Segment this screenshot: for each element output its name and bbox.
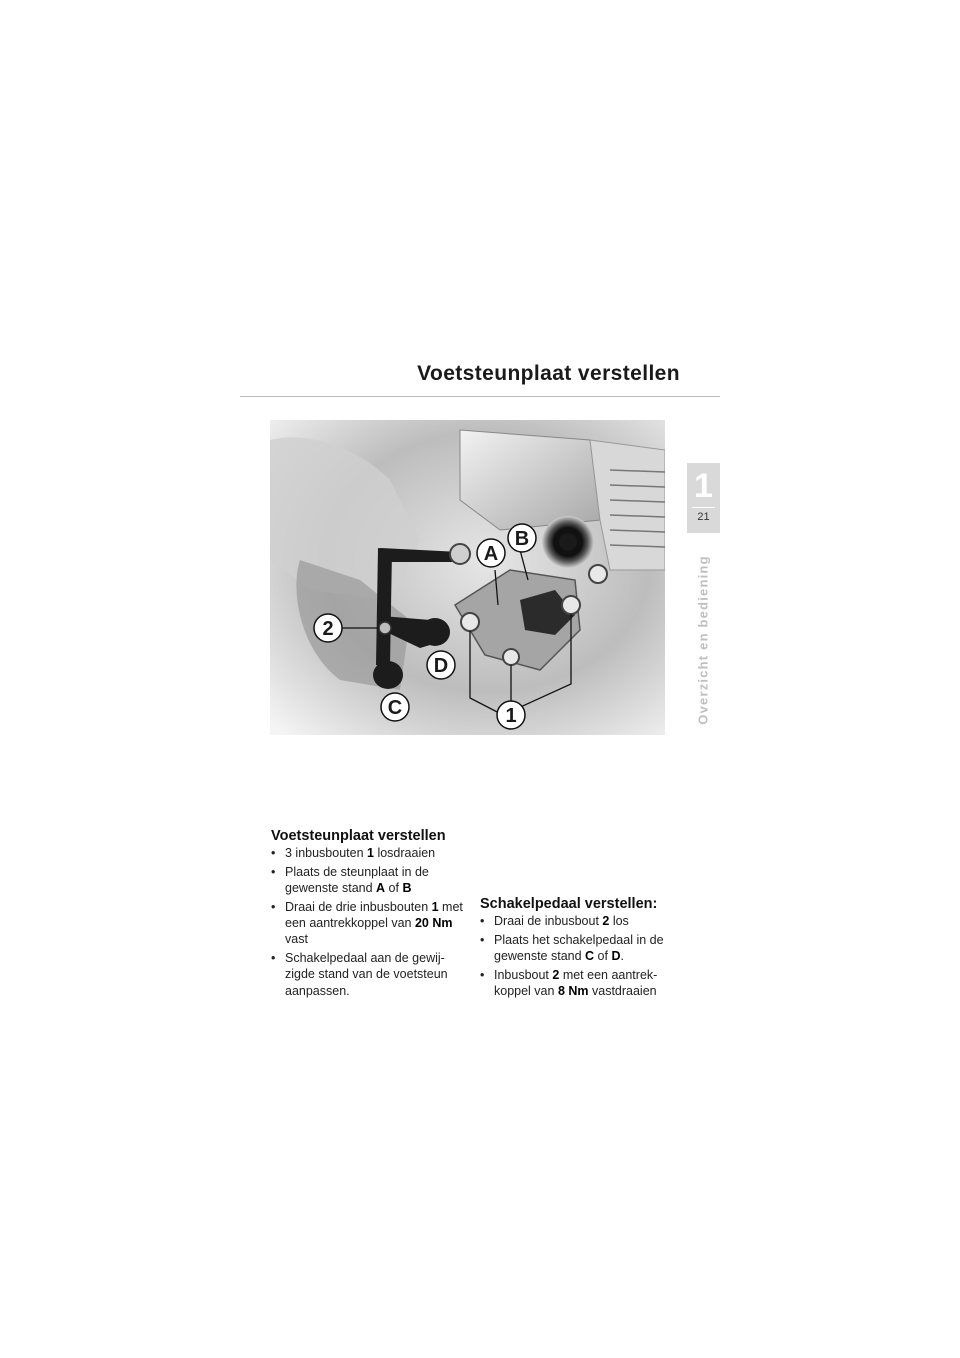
shift-instructions [480,896,690,1001]
chapter-tab [687,463,720,533]
marker-a [477,539,505,567]
shift-step: • Plaats het schakelpedaal in de gewenste stand C of D. [480,932,690,965]
bolt-upper [589,565,607,583]
footrest-steps [271,845,471,999]
shift-steps [480,913,690,999]
marker-c [381,693,409,721]
shift-step: • Inbusbout 2 met een aantrek-koppel van 8 Nm vastdraaien [480,967,690,1000]
bolt-1b [503,649,519,665]
marker-2 [314,614,342,642]
footrest-instructions [271,828,471,1001]
marker-d [427,651,455,679]
footrest-step: • Plaats de steunplaat in de gewenste stand A of B [271,864,471,897]
svg-text:A: A [483,543,499,565]
svg-text:B: B [514,528,530,550]
svg-text:1: 1 [505,705,517,727]
shift-lever-arm [376,548,392,665]
tab-divider [692,507,715,508]
position-d-peg [420,618,450,646]
marker-b [508,524,536,552]
bolt-1a [461,613,479,631]
page-number: 21 [697,511,710,523]
chapter-number: 1 [694,467,713,505]
engine-cover [460,430,600,530]
svg-text:2: 2 [322,618,334,640]
title-divider [240,396,720,397]
shift-pivot [450,544,470,564]
page-title: Voetsteunplaat verstellen [417,362,680,385]
footrest-photo [270,420,665,735]
svg-text:C: C [387,697,403,719]
footrest-step: • 3 inbusbouten 1 losdraaien [271,845,471,861]
footrest-step: • Schakelpedaal aan de gewij-zigde stand van de voetsteun aanpassen. [271,950,471,999]
shift-step: • Draai de inbusbout 2 los [480,913,690,929]
shift-heading: Schakelpedaal verstellen: [480,896,658,912]
bolt-1c [562,596,580,614]
svg-text:D: D [433,655,449,677]
footrest-heading: Voetsteunplaat verstellen [271,828,446,844]
chapter-label: Overzicht en bediening [695,555,711,725]
marker-1 [497,701,525,729]
bolt-2 [379,622,391,634]
footrest-illustration [270,420,665,735]
position-c-peg [373,661,403,689]
cap-center [559,533,577,551]
footrest-step: • Draai de drie inbusbouten 1 met een aantrekkoppel van 20 Nm vast [271,899,471,948]
